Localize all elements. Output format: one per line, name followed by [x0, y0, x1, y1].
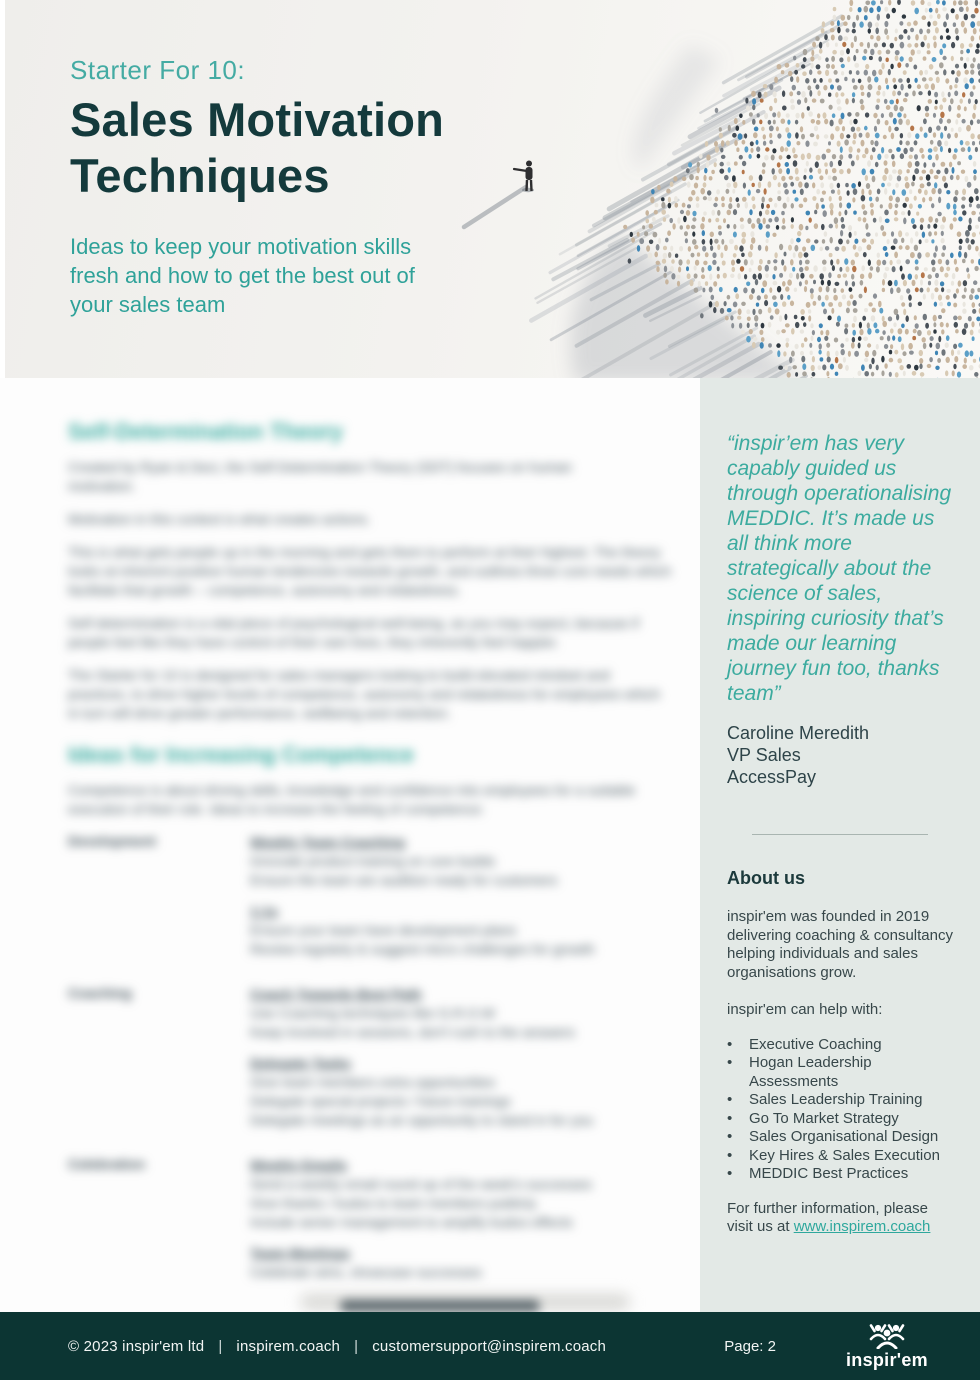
idea-row-coaching — [68, 985, 678, 1142]
logo-wordmark: inspir'em — [845, 1350, 928, 1370]
sidebar-divider — [752, 834, 928, 835]
idea-row-development — [68, 833, 678, 971]
separator: | — [354, 1337, 359, 1355]
separator: | — [218, 1337, 223, 1355]
blurred-smudge — [340, 1300, 540, 1312]
kicker: Starter For 10: — [70, 55, 246, 85]
about-us-body: inspir'em was founded in 2019 delivering coaching & consultancy helping individuals and sales organisations grow. — [727, 908, 953, 981]
idea-block — [250, 1244, 678, 1282]
hero-text-block — [70, 55, 550, 319]
idea-line: Ensure your team have development plans — [250, 922, 517, 938]
section-heading-sdt: Self-Determination Theory — [68, 419, 344, 444]
row-label: Development — [68, 833, 156, 849]
bullet-icon: • — [727, 1146, 733, 1164]
sidebar — [700, 378, 980, 1312]
article-paragraph: Self determination is a vital piece of psychological well-being, as you may expect, because if people feel like they have control of their own lives, they inherently feel happier. — [68, 615, 640, 650]
article-column — [0, 378, 700, 1312]
testimonial-quote: “inspir’em has very capably guided us through operationalising MEDDIC. It’s made us all think more strategically about the science of sales, inspiring curiosity that’s made our learning journey fun too, thanks team” — [727, 432, 952, 705]
idea-line: Ensure the team are audition ready for customers — [250, 872, 558, 888]
idea-block — [250, 1156, 678, 1232]
bullet-icon: • — [727, 1091, 733, 1108]
idea-line: Celebrate wins, showcase successes — [250, 1264, 482, 1280]
footer-contact-info — [68, 1338, 606, 1355]
article-paragraph: Competence is about driving skills, knowledge and confidence into employees for a suitable execution of their role. Ideas to increase the feeling of competence: — [68, 782, 636, 817]
main-content-row — [0, 378, 980, 1312]
idea-heading: Coach Towards Best Path — [250, 986, 422, 1002]
idea-line: Use Coaching techniques like G.R.O.W — [250, 1005, 496, 1021]
bullet-icon: • — [727, 1035, 733, 1053]
list-item-label: MEDDIC Best Practices — [749, 1165, 909, 1182]
idea-block — [250, 1054, 678, 1130]
help-list — [727, 1036, 953, 1184]
article-paragraph: The Starter for 10 is designed for sales managers looking to build elevated mindset and practices, to drive higher levels of competence, autonomy and relatedness for employees which in turn will drive greater performance, wellbeing and retention. — [68, 667, 661, 721]
article-paragraph: Created by Ryan & Deci, the Self-Determination Theory (SDT) focuses on human motivation. — [68, 459, 572, 494]
list-item-label: Go To Market Strategy — [749, 1109, 899, 1127]
bullet-icon: • — [727, 1109, 733, 1127]
idea-block — [250, 985, 678, 1042]
bullet-icon: • — [727, 1128, 733, 1145]
list-item-label: Hogan Leadership Assessments — [749, 1054, 872, 1090]
list-item-label: Executive Coaching — [749, 1035, 882, 1053]
row-label: Coaching — [68, 985, 132, 1001]
note-text: For further information, please visit us at — [727, 1199, 928, 1235]
blurred-article-content — [68, 420, 678, 1294]
idea-heading: Delegate Tasks — [250, 1055, 351, 1071]
about-us-heading: About us — [727, 868, 805, 888]
idea-block — [250, 833, 678, 890]
idea-line: Give team members extra opportunities — [250, 1074, 496, 1090]
idea-row-celebration — [68, 1156, 678, 1294]
article-paragraph: This is what gets people up in the morning and gets them to perform at their highest. The theory looks at inherent positive human tendencies towards growth, and outlines three core needs which facilitate that growth – competence, autonomy and relatedness. — [68, 544, 672, 598]
idea-line: Include senior management to amplify kudos effects — [250, 1214, 573, 1230]
idea-line: Give thanks / kudos to team members publicly — [250, 1195, 537, 1211]
list-item — [727, 1091, 953, 1110]
footer-domain: inspirem.coach — [236, 1337, 341, 1355]
help-intro: inspir'em can help with: — [727, 1001, 883, 1018]
list-item — [727, 1128, 953, 1147]
list-item-label: Key Hires & Sales Execution — [749, 1146, 940, 1164]
hero-header — [0, 0, 980, 378]
idea-line: Review regularly & suggest micro challenges for growth — [250, 941, 595, 957]
idea-line: Delegate meetings as an opportunity to stand in for you — [250, 1112, 594, 1128]
list-item — [727, 1054, 953, 1091]
attribution-company: AccessPay — [727, 767, 817, 787]
list-item — [727, 1110, 953, 1129]
page-footer — [0, 1312, 980, 1380]
testimonial-attribution — [727, 722, 953, 788]
page-subtitle: Ideas to keep your motivation skills fresh and how to get the best out of your sales team — [70, 234, 415, 317]
idea-line: Delegate special projects / future trainings — [250, 1093, 511, 1109]
footer-email: customersupport@inspirem.coach — [372, 1337, 607, 1355]
list-item-label: Sales Organisational Design — [749, 1128, 939, 1145]
list-item — [727, 1165, 953, 1184]
article-paragraph: Motivation in this context is what creates actions. — [68, 511, 371, 527]
section-heading-competence: Ideas for Increasing Competence — [68, 742, 414, 767]
list-item — [727, 1036, 953, 1055]
attribution-name: Caroline Meredith — [727, 723, 870, 743]
idea-heading: Weekly Team Coaching — [250, 834, 406, 850]
idea-heading: Team Meetings — [250, 1245, 351, 1261]
copyright-text: © 2023 inspir'em ltd — [68, 1337, 205, 1355]
page-number: Page: 2 — [724, 1337, 776, 1355]
crowd-logo-icon — [864, 1321, 910, 1349]
idea-line: Keep involved in sessions, don't rush to the answers — [250, 1024, 575, 1040]
idea-line: Send a weekly email round up of the week's successes — [250, 1176, 592, 1192]
idea-heading: 1:1s — [250, 903, 279, 919]
page-title: Sales Motivation Techniques — [70, 93, 445, 202]
idea-line: Innovate product training on core builds — [250, 853, 496, 869]
inspirem-logo — [846, 1321, 928, 1371]
list-item-label: Sales Leadership Training — [749, 1091, 923, 1108]
bullet-icon: • — [727, 1054, 733, 1071]
further-info-note — [727, 1200, 953, 1237]
row-label: Celebration — [68, 1156, 146, 1172]
idea-block — [250, 902, 678, 959]
attribution-role: VP Sales — [727, 745, 801, 765]
list-item — [727, 1147, 953, 1166]
idea-heading: Weekly Emails — [250, 1157, 348, 1173]
website-link[interactable]: www.inspirem.coach — [793, 1218, 931, 1235]
bullet-icon: • — [727, 1165, 733, 1182]
